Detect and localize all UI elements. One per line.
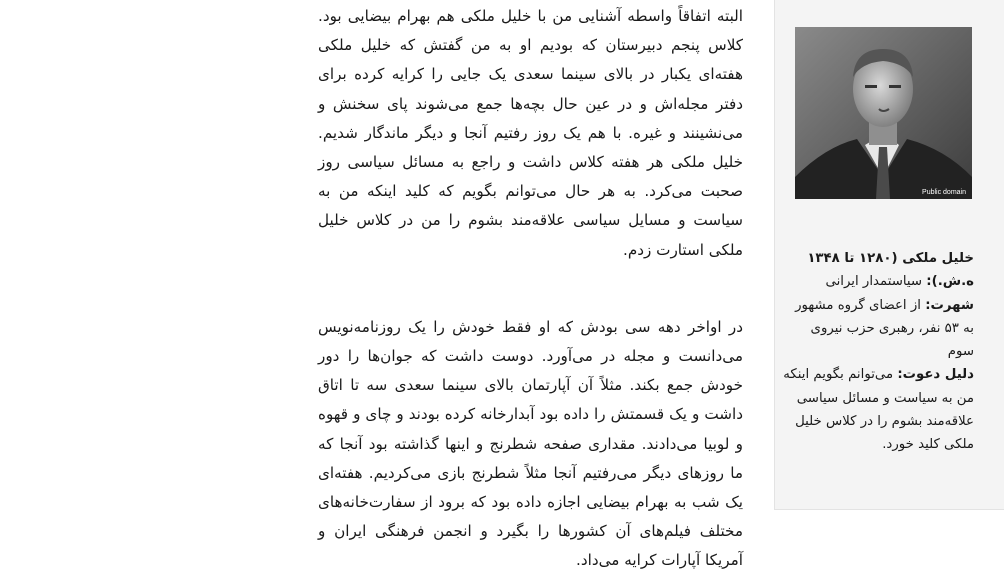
caption-reason-line (781, 363, 974, 456)
portrait-illustration (795, 27, 972, 199)
person-role: سیاستمدار ایرانی (825, 274, 927, 290)
fame-label: شهرت: (925, 297, 974, 313)
caption-name-line (781, 247, 974, 294)
photo-credit: Public domain (922, 189, 966, 196)
profile-caption (781, 247, 974, 457)
portrait-photo (795, 27, 972, 199)
fame-text: از اعضای گروه مشهور به ۵۳ نفر، رهبری حزب نیروی سوم (795, 297, 974, 360)
reason-label: دلیل دعوت: (897, 367, 974, 383)
reason-text: می‌توانم بگویم اینکه من به سیاست و مسائل سیاسی علاقه‌مند بشوم را در کلاس خلیل ملکی کلید خورد. (783, 367, 974, 453)
profile-sidebar (774, 0, 1004, 510)
caption-fame-line (781, 294, 974, 364)
article-paragraph-1: البته اتفاقاً واسطه آشنایی من با خلیل ملکی هم بهرام بیضایی بود. کلاس پنجم دبیرستان که بودیم او به من گفتش که خلیل ملکی هفته‌ای یکبار در بالای سینما سعدی یک جایی را کرایه کرده برای دفتر مجله‌اش و در عین حال بچه‌ها جمع می‌شوند پای سخنش و می‌نشینند و غیره. با هم یک روز رفتیم آنجا و دیگر ماندگار شدیم. خلیل ملکی هر هفته کلاس داشت و راجع به مسائل سیاسی روز صحبت می‌کرد. به هر حال می‌توانم بگویم که کلید اینکه من به سیاست و مسایل سیاسی علاقه‌مند بشوم را من در کلاس خلیل ملکی استارت زدم. (318, 7, 743, 259)
article-body (318, 0, 743, 569)
article-paragraph-2: در اواخر دهه سی بودش که او فقط خودش را یک روزنامه‌نویس می‌دانست و مجله در می‌آورد. دوست داشت که جوان‌ها را دور خودش جمع بکند. مثلاً آن آپارتمان بالای سینما سعدی سه تا اتاق داشت و یک قسمتش را داده بود آبدارخانه کرده بودند و چای و قهوه و لوبیا می‌دادند. مقداری صفحه شطرنج و اینها گذاشته بود آنجا که ما روزهای دیگر می‌رفتیم آنجا مثلاً شطرنج بازی می‌کردیم. هفته‌ای یک شب به بهرام بیضایی اجازه داده بود که برود از سفارت‌خانه‌های مختلف فیلم‌های آن کشورها را بگیرد و انجمن فرهنگی ایران و آمریکا آپارات کرایه می‌داد. (318, 317, 743, 570)
person-name: خلیل ملکی (۱۲۸۰ تا ۱۳۴۸ ه.ش.): (807, 251, 974, 290)
